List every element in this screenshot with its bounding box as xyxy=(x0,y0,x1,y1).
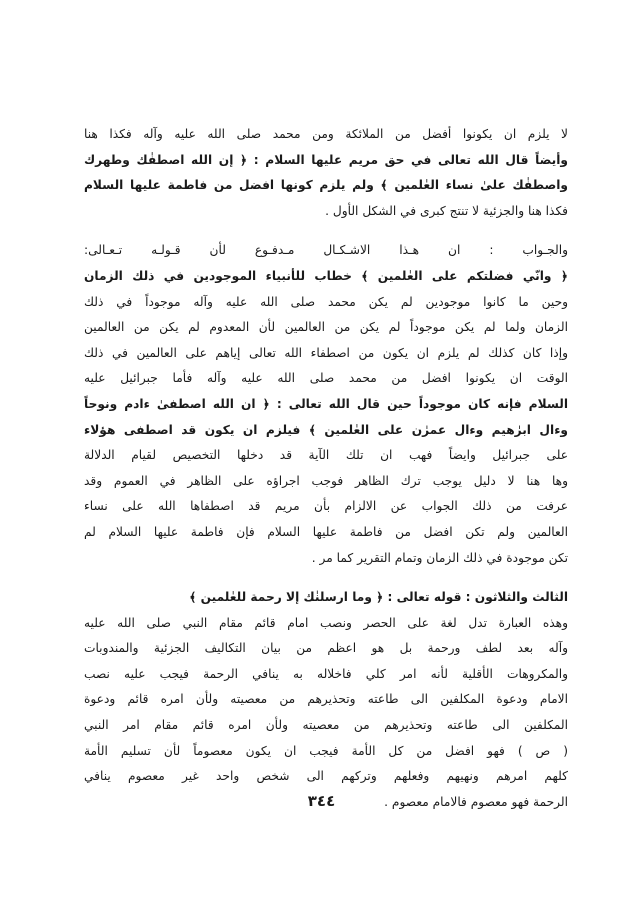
text-line: لا يلزم ان يكونوا أفضل من الملائكة ومن محمد صلى الله عليه وآله فكذا هنا xyxy=(84,127,568,141)
text-line: العالمين ولم تكن افضل من فاطمة عليها السلام فإن فاطمة عليها السلام لم xyxy=(84,524,568,539)
page-text xyxy=(84,122,568,815)
text-line: وءال ابرٰهيم وءال عمرٰن على العٰلمين ﴾ فيلزم ان يكون قد اصطفى هؤلاء xyxy=(84,422,568,437)
paragraph xyxy=(84,238,568,571)
text-line: المكلفين الى طاعته وتحذيرهم من معصيته ولأن امره قائم مقام امر النبي xyxy=(84,718,568,733)
paragraph xyxy=(84,122,568,224)
text-line: وأيضاً قال الله تعالى في حق مريم عليها السلام : ﴿ إن الله اصطفٰك وطهرك xyxy=(84,152,568,167)
text-line: ﴿ وانّي فضلتكم على العٰلمين ﴾ خطاب للأنبياء الموجودين في ذلك الزمان xyxy=(84,268,568,283)
text-line: والمكروهات الأقلية لأنه امر كلي فاخلاله به ينافي الرحمة فيجب عليه نصب xyxy=(84,666,568,681)
text-line: وإذا كان كذلك لم يلزم ان يكون من اصطفاء الله تعالى إياهم على العالمين في ذلك xyxy=(84,345,568,360)
paragraph xyxy=(84,585,568,815)
text-line: الوقت ان يكونوا افضل من محمد صلى الله عليه وآله فأما جبرائيل عليه xyxy=(84,371,568,386)
text-line: واصطفٰك علىٰ نساء العٰلمين ﴾ ولم يلزم كونها افضل من فاطمة عليها السلام xyxy=(84,178,568,193)
text-line: ( ص ) فهو افضل من كل الأمة فيجب ان يكون معصوماً لأن تسليم الأمة xyxy=(84,743,568,758)
text-line: تكن موجودة في ذلك الزمان وتمام التقرير كما مر . xyxy=(311,550,568,565)
text-line: وآله بعد لطف ورحمة بل هو اعظم من بيان التكاليف الجزئية والمندوبات xyxy=(84,641,568,656)
text-line: فكذا هنا والجزئية لا تنتج كبرى في الشكل الأول . xyxy=(325,203,568,218)
text-line: عرفت من ذلك الجواب عن الالزام بأن مريم قد اصطفاها الله على نساء xyxy=(84,499,568,514)
text-line: السلام فإنه كان موجوداً حين قال الله تعالى : ﴿ ان الله اصطفىٰ ءادم ونوحاً xyxy=(84,396,568,411)
text-line: وهذه العبارة تدل لغة على الحصر ونصب امام قائم مقام النبي صلى الله عليه xyxy=(84,615,568,630)
text-line: على جبرائيل وايضاً فهب ان تلك الآية قد دخلها التخصيص لقيام الدلالة xyxy=(84,448,568,463)
text-line: الثالث والثلاثون : قوله تعالى : ﴿ وما ارسلنٰك إلا رحمة للعٰلمين ﴾ xyxy=(189,590,568,605)
page-number: ٣٤٤ xyxy=(307,792,336,810)
text-line: الامام ودعوة المكلفين الى طاعته وتحذيرهم من معصيته ولأن امره قائم ودعوة xyxy=(84,692,568,707)
text-line: وها هنا لا دليل يوجب ترك الظاهر فوجب اجراؤه على الظاهر في العموم وقد xyxy=(84,473,568,488)
text-line: كلهم امرهم ونهيهم وفعلهم وتركهم الى شخص واحد غير معصوم ينافي xyxy=(84,769,568,784)
text-line: وحين ما كانوا موجودين لم يكن محمد صلى الله عليه وآله موجوداً في ذلك xyxy=(84,294,568,309)
text-line: الزمان ولما لم يكن موجوداً لم يكن من العالمين لأن المعدوم لم يكن من العالمين xyxy=(84,320,568,335)
text-line: الرحمة فهو معصوم فالامام معصوم . xyxy=(384,794,568,809)
text-line: والجـواب : ان هـذا الاشـكـال مـدفـوع لأن قـولـه تـعـالى: xyxy=(84,243,568,258)
